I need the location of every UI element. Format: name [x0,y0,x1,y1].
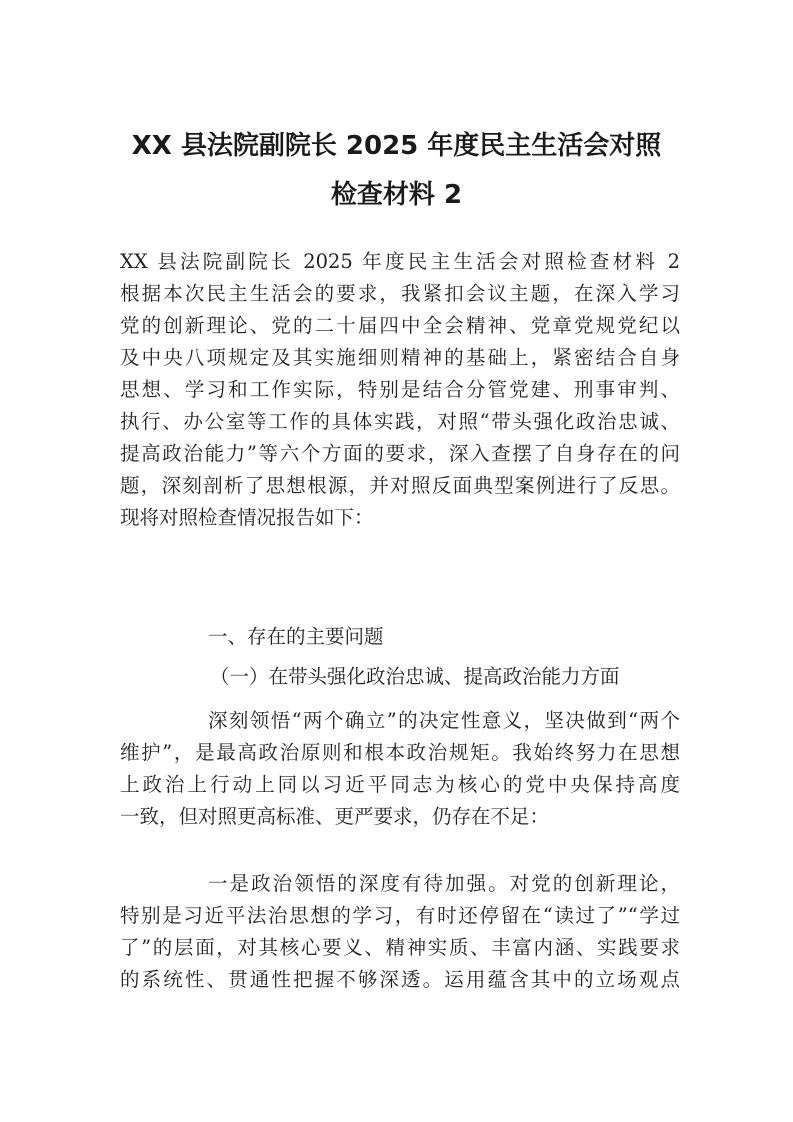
body-paragraph [120,868,680,996]
heading-text: 一、存在的主要问题 [208,625,384,648]
text-line: 现将对照检查情况报告如下： [120,506,374,529]
text-line: 了”的层面，对其核心要义、精神实质、丰富内涵、实践要求 [120,936,680,959]
text-line: 题，深刻剖析了思想根源，并对照反面典型案例进行了反思。 [120,474,680,497]
text-line: 深刻领悟“两个确立”的决定性意义，坚决做到“两个 [208,709,680,732]
document-title-line-2: 检查材料 2 [330,180,463,210]
text-line: 思想、学习和工作实际，特别是结合分管党建、刑事审判、 [120,378,680,401]
text-line: 维护”，是最高政治原则和根本政治规矩。我始终努力在思想 [120,741,680,764]
section-heading-1 [120,621,680,653]
heading-text: （一）在带头强化政治忠诚、提高政治能力方面 [210,665,620,688]
document-title-line-1: XX 县法院副院长 2025 年度民主生活会对照 [131,131,662,161]
text-line: 特别是习近平法治思想的学习，有时还停留在“读过了”“学过 [120,904,680,927]
text-line: XX 县法院副院长 2025 年度民主生活会对照检查材料 2 [120,250,680,273]
text-line: 的系统性、贯通性把握不够深透。运用蕴含其中的立场观点 [120,968,680,991]
section-heading-2 [120,661,680,693]
intro-paragraph [120,246,680,534]
text-line: 执行、办公室等工作的具体实践，对照“带头强化政治忠诚、 [120,410,680,433]
text-line: 根据本次民主生活会的要求，我紧扣会议主题，在深入学习 [120,282,680,305]
text-line: 提高政治能力”等六个方面的要求，深入查摆了自身存在的问 [120,442,680,465]
text-line: 党的创新理论、党的二十届四中全会精神、党章党规党纪以 [120,314,680,337]
body-paragraph [120,705,680,833]
text-line: 一是政治领悟的深度有待加强。对党的创新理论， [208,872,680,895]
text-line: 及中央八项规定及其实施细则精神的基础上，紧密结合自身 [120,346,680,369]
text-line: 上政治上行动上同以习近平同志为核心的党中央保持高度 [120,773,680,796]
text-line: 一致，但对照更高标准、更严要求，仍存在不足： [120,805,550,828]
